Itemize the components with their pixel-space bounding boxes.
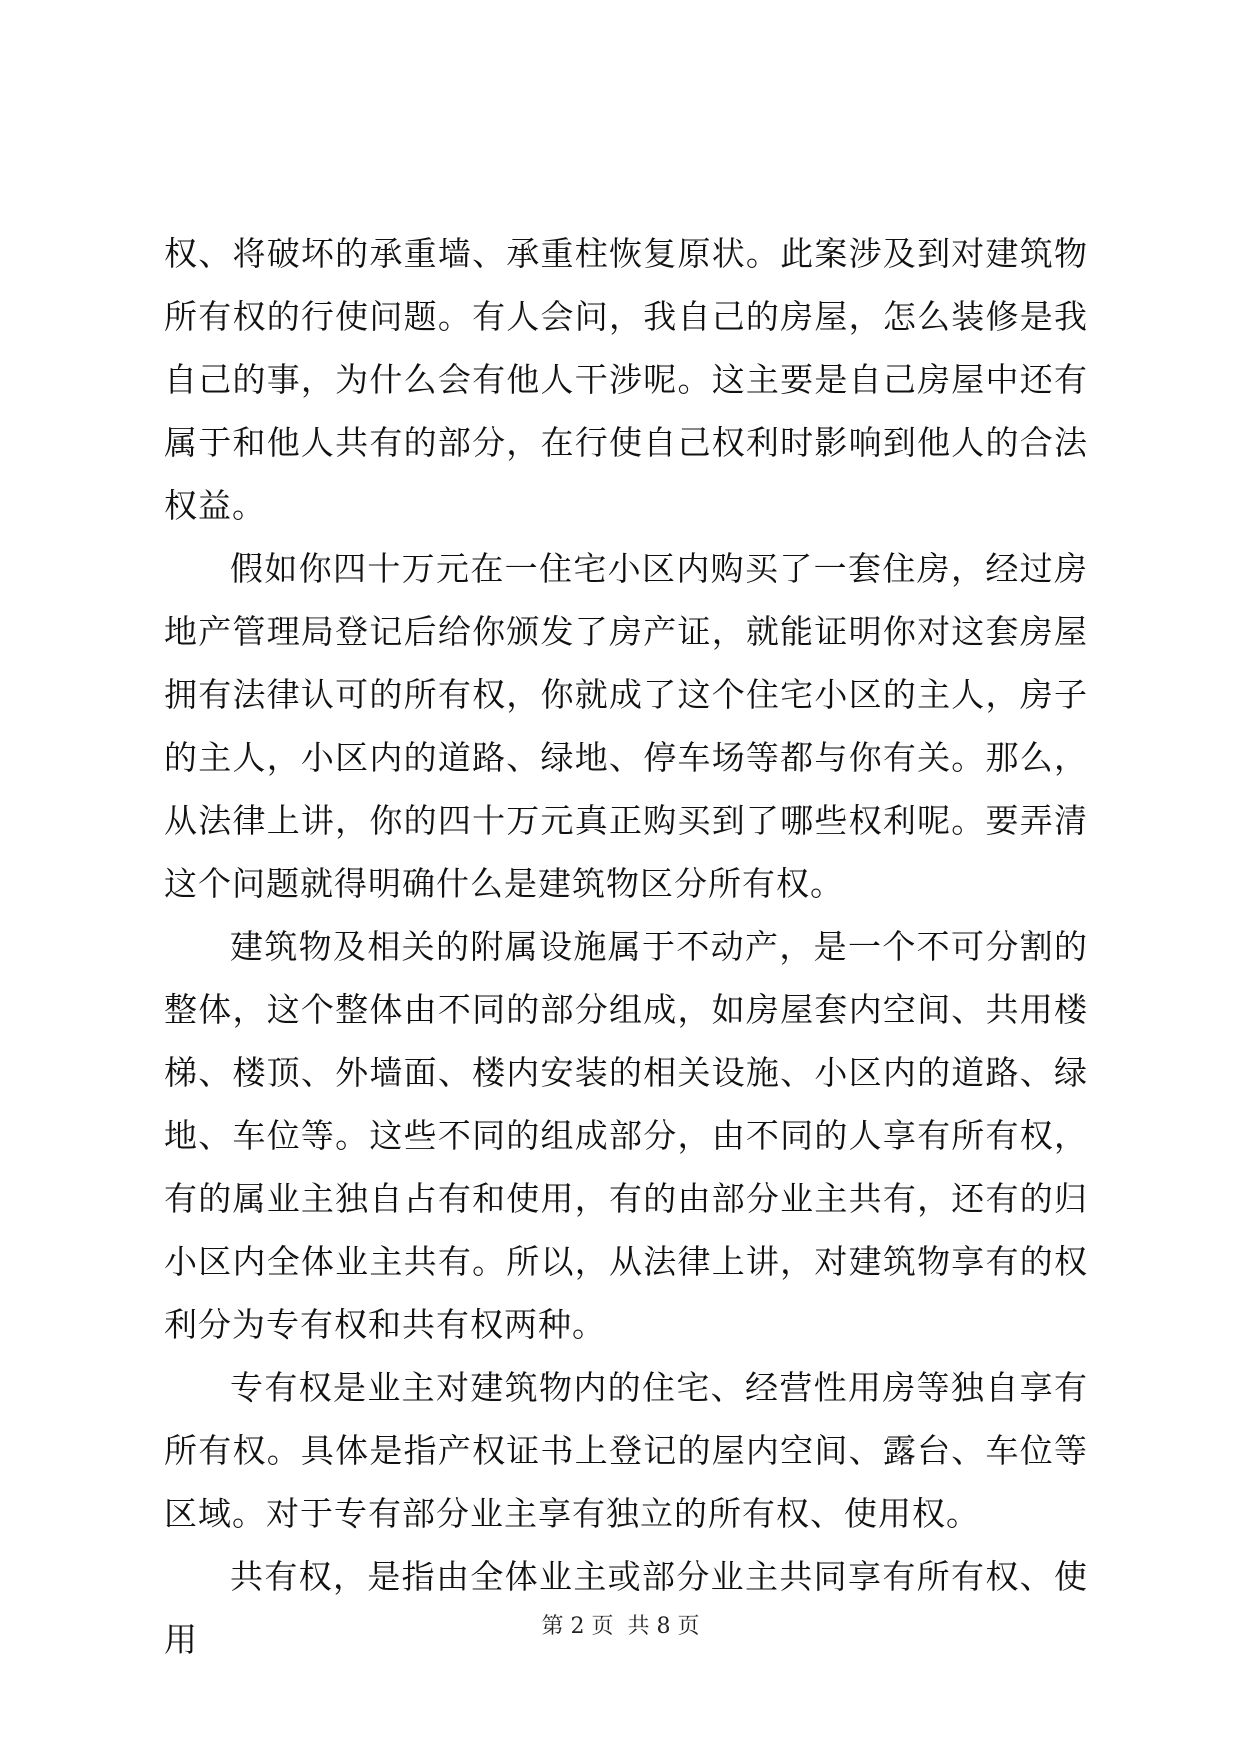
- page-number-footer: 第 2 页 共 8 页: [541, 1614, 700, 1639]
- paragraph-common-right: 共有权，是指由全体业主或部分业主共同享有所有权、使用: [164, 1557, 1088, 1659]
- paragraph-building-components: 建筑物及相关的附属设施属于不动产，是一个不可分割的整体，这个整体由不同的部分组成，如房屋套内空间、共用楼梯、楼顶、外墙面、楼内安装的相关设施、小区内的道路、绿地、车位等。这些不同的组成部分，由不同的人享有所有权，有的属业主独自占有和使用，有的由部分业主共有，还有的归小区内全体业主共有。所以，从法律上讲，对建筑物享有的权利分为专有权和共有权两种。: [164, 927, 1088, 1344]
- paragraph-exclusive-right: 专有权是业主对建筑物内的住宅、经营性用房等独自享有所有权。具体是指产权证书上登记的屋内空间、露台、车位等区域。对于专有部分业主享有独立的所有权、使用权。: [164, 1368, 1088, 1533]
- body-text: [164, 222, 1088, 1671]
- paragraph-purchase-example: 假如你四十万元在一住宅小区内购买了一套住房，经过房地产管理局登记后给你颁发了房产证，就能证明你对这套房屋拥有法律认可的所有权，你就成了这个住宅小区的主人，房子的主人，小区内的道路、绿地、停车场等都与你有关。那么，从法律上讲，你的四十万元真正购买到了哪些权利呢。要弄清这个问题就得明确什么是建筑物区分所有权。: [164, 549, 1088, 903]
- paragraph-continued: 权、将破坏的承重墙、承重柱恢复原状。此案涉及到对建筑物所有权的行使问题。有人会问，我自己的房屋，怎么装修是我自己的事，为什么会有他人干涉呢。这主要是自己房屋中还有属于和他人共有的部分，在行使自己权利时影响到他人的合法权益。: [164, 234, 1088, 525]
